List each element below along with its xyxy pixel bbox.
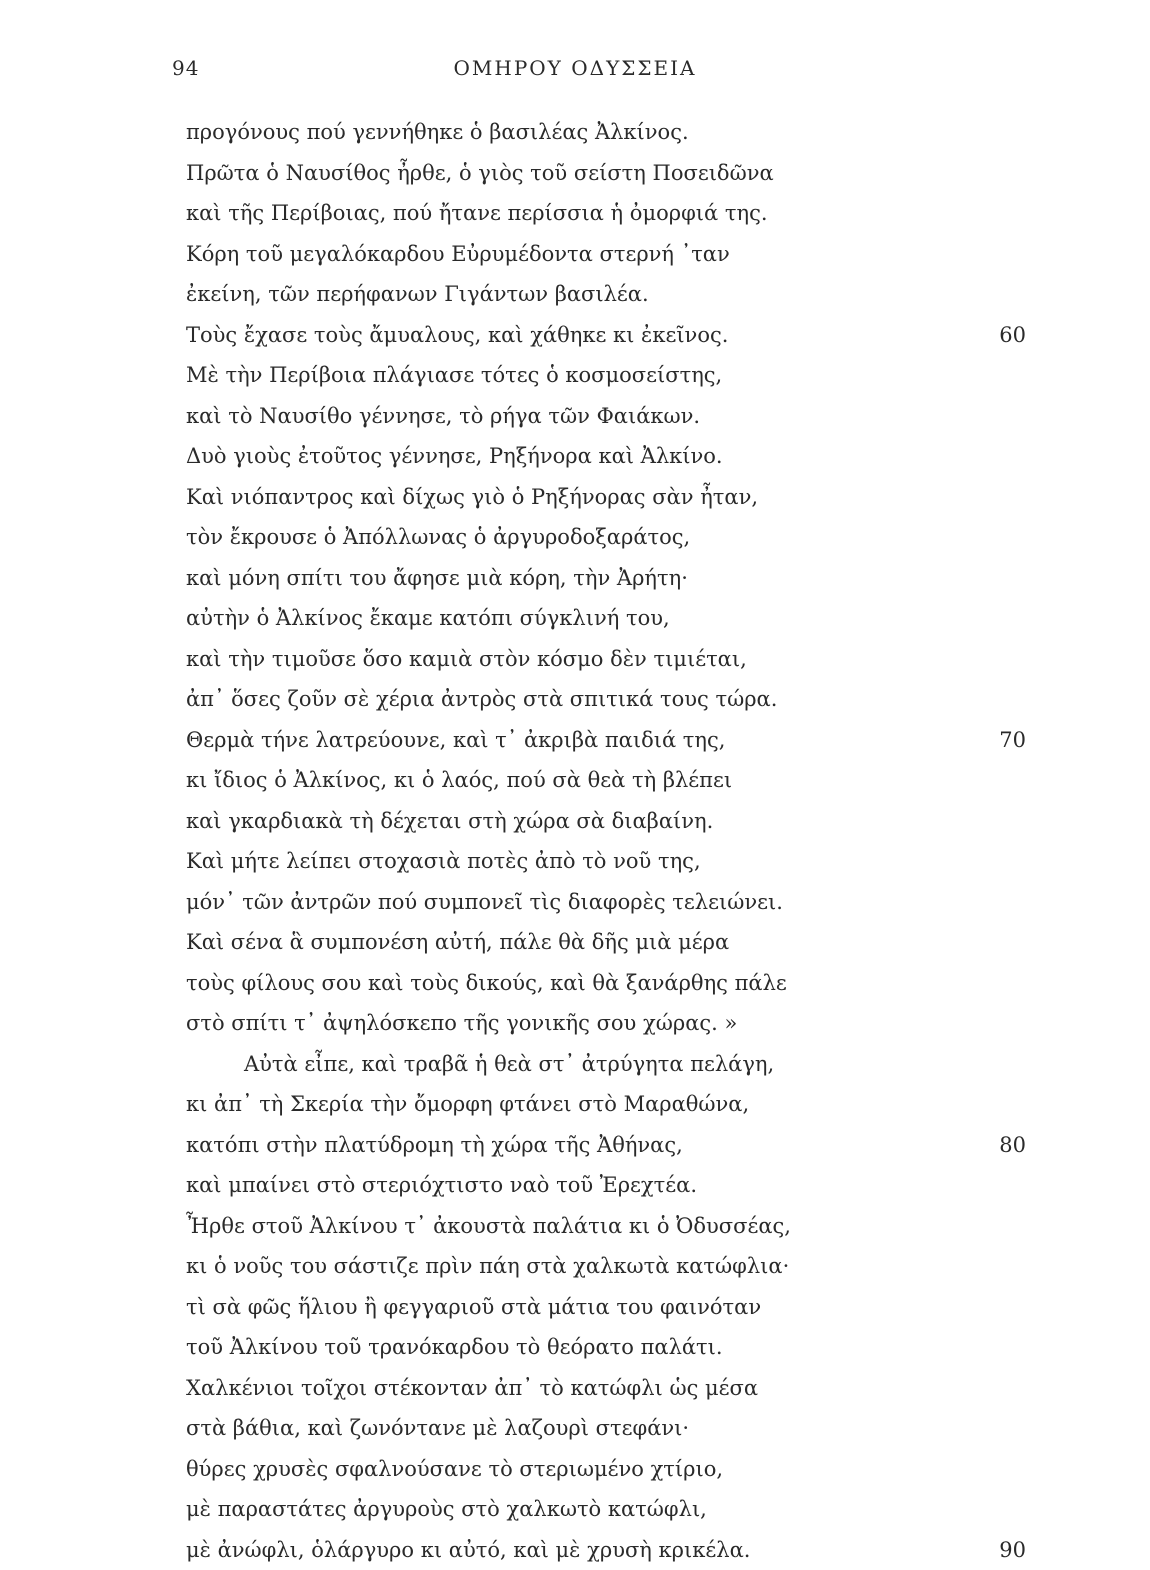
verse-text: καὶ τὴν τιμοῦσε ὅσο καμιὰ στὸν κόσμο δὲν τιμιέται, (186, 647, 747, 671)
verse-line (186, 639, 1026, 680)
verse-text: Καὶ μήτε λείπει στοχασιὰ ποτὲς ἀπὸ τὸ νοῦ της, (186, 849, 701, 873)
line-number: 90 (999, 1530, 1026, 1570)
verse-text: κι ἀπ᾿ τὴ Σκερία τὴν ὄμορφη φτάνει στὸ Μαραθώνα, (186, 1092, 749, 1116)
verse-line (186, 355, 1026, 396)
verse-text: μὲ ἀνώφλι, ὁλάργυρο κι αὐτό, καὶ μὲ χρυσὴ κρικέλα. (186, 1538, 750, 1562)
verse-text: καὶ τῆς Περίβοιας, πού ἤτανε περίσσια ἡ ὀμορφιά της. (186, 201, 768, 225)
verse-text: Πρῶτα ὁ Ναυσίθος ἦρθε, ὁ γιὸς τοῦ σείστη Ποσειδῶνα (186, 161, 774, 185)
verse-line (186, 882, 1026, 923)
verse-line (186, 1044, 1026, 1085)
verse-line (186, 922, 1026, 963)
verse-text: Καὶ σένα ἃ συμπονέση αὐτή, πάλε θὰ δῆς μιὰ μέρα (186, 930, 729, 954)
verse-text: κι ἴδιος ὁ Ἀλκίνος, κι ὁ λαός, πού σὰ θεὰ τὴ βλέπει (186, 768, 732, 792)
verse-text: θύρες χρυσὲς σφαλνούσανε τὸ στεριωμένο χτίριο, (186, 1457, 723, 1481)
verse-text: στὸ σπίτι τ᾿ ἀψηλόσκεπο τῆς γονικῆς σου χώρας. » (186, 1011, 737, 1035)
verse-line (186, 517, 1026, 558)
verse-line (186, 153, 1026, 194)
verse-line (186, 477, 1026, 518)
running-title: ΟΜΗΡΟΥ ΟΔΥΣΣΕΙΑ (0, 56, 1150, 80)
verse-line (186, 1125, 1026, 1166)
verse-line (186, 558, 1026, 599)
verse-line (186, 274, 1026, 315)
verse-text: μόν᾿ τῶν ἀντρῶν πού συμπονεῖ τὶς διαφορὲς τελειώνει. (186, 890, 783, 914)
verse-text: κατόπι στὴν πλατύδρομη τὴ χώρα τῆς Ἀθήνας, (186, 1133, 683, 1157)
verse-block (186, 112, 1026, 1570)
verse-line (186, 1489, 1026, 1530)
verse-line (186, 315, 1026, 356)
verse-text: Ἦρθε στοῦ Ἀλκίνου τ᾿ ἀκουστὰ παλάτια κι ὁ Ὀδυσσέας, (186, 1214, 791, 1238)
verse-text: καὶ γκαρδιακὰ τὴ δέχεται στὴ χώρα σὰ διαβαίνη. (186, 809, 713, 833)
line-number: 60 (999, 315, 1026, 356)
verse-line (186, 760, 1026, 801)
verse-line (186, 1206, 1026, 1247)
verse-line (186, 112, 1026, 153)
verse-text: Αὐτὰ εἶπε, καὶ τραβᾶ ἡ θεὰ στ᾿ ἀτρύγητα πελάγη, (186, 1052, 774, 1076)
verse-text: αὐτὴν ὁ Ἀλκίνος ἔκαμε κατόπι σύγκλινή του, (186, 606, 670, 630)
verse-line (186, 1246, 1026, 1287)
verse-line (186, 396, 1026, 437)
verse-line (186, 801, 1026, 842)
verse-line (186, 1327, 1026, 1368)
verse-text: τὸν ἔκρουσε ὁ Ἀπόλλωνας ὁ ἀργυροδοξαράτος, (186, 525, 690, 549)
verse-line (186, 1408, 1026, 1449)
verse-text: καὶ μόνη σπίτι του ἄφησε μιὰ κόρη, τὴν Ἀρήτη· (186, 566, 688, 590)
verse-text: τοῦ Ἀλκίνου τοῦ τρανόκαρδου τὸ θεόρατο παλάτι. (186, 1335, 723, 1359)
verse-text: Μὲ τὴν Περίβοια πλάγιασε τότες ὁ κοσμοσείστης, (186, 363, 722, 387)
verse-line (186, 1530, 1026, 1570)
verse-text: κι ὁ νοῦς του σάστιζε πρὶν πάη στὰ χαλκωτὰ κατώφλια· (186, 1254, 789, 1278)
verse-text: ἀπ᾿ ὅσες ζοῦν σὲ χέρια ἀντρὸς στὰ σπιτικά τους τώρα. (186, 687, 777, 711)
verse-text: Χαλκένιοι τοῖχοι στέκονταν ἀπ᾿ τὸ κατώφλι ὡς μέσα (186, 1376, 758, 1400)
verse-line (186, 841, 1026, 882)
verse-line (186, 1165, 1026, 1206)
verse-text: Δυὸ γιοὺς ἐτοῦτος γέννησε, Ρηξήνορα καὶ Ἀλκίνο. (186, 444, 723, 468)
verse-line (186, 1084, 1026, 1125)
verse-line (186, 1368, 1026, 1409)
verse-text: προγόνους πού γεννήθηκε ὁ βασιλέας Ἀλκίνος. (186, 120, 689, 144)
verse-line (186, 1003, 1026, 1044)
verse-text: ἐκείνη, τῶν περήφανων Γιγάντων βασιλέα. (186, 282, 649, 306)
page-number: 94 (172, 56, 199, 80)
verse-line (186, 598, 1026, 639)
verse-text: μὲ παραστάτες ἀργυροὺς στὸ χαλκωτὸ κατώφλι, (186, 1497, 707, 1521)
verse-line (186, 963, 1026, 1004)
verse-text: στὰ βάθια, καὶ ζωνόντανε μὲ λαζουρὶ στεφάνι· (186, 1416, 689, 1440)
verse-text: καὶ μπαίνει στὸ στεριόχτιστο ναὸ τοῦ Ἐρεχτέα. (186, 1173, 697, 1197)
line-number: 80 (999, 1125, 1026, 1166)
verse-line (186, 193, 1026, 234)
verse-text: Τοὺς ἔχασε τοὺς ἄμυαλους, καὶ χάθηκε κι ἐκεῖνος. (186, 323, 728, 347)
verse-line (186, 679, 1026, 720)
verse-line (186, 436, 1026, 477)
line-number: 70 (999, 720, 1026, 761)
verse-line (186, 1449, 1026, 1490)
verse-text: τὶ σὰ φῶς ἥλιου ἢ φεγγαριοῦ στὰ μάτια του φαινόταν (186, 1295, 761, 1319)
verse-text: τοὺς φίλους σου καὶ τοὺς δικούς, καὶ θὰ ξανάρθης πάλε (186, 971, 787, 995)
verse-text: Καὶ νιόπαντρος καὶ δίχως γιὸ ὁ Ρηξήνορας σὰν ἦταν, (186, 485, 758, 509)
verse-line (186, 1287, 1026, 1328)
verse-text: καὶ τὸ Ναυσίθο γέννησε, τὸ ρήγα τῶν Φαιάκων. (186, 404, 700, 428)
verse-text: Θερμὰ τήνε λατρεύουνε, καὶ τ᾿ ἀκριβὰ παιδιά της, (186, 728, 725, 752)
verse-line (186, 720, 1026, 761)
verse-line (186, 234, 1026, 275)
verse-text: Κόρη τοῦ μεγαλόκαρδου Εὐρυμέδοντα στερνή ᾿ταν (186, 242, 730, 266)
